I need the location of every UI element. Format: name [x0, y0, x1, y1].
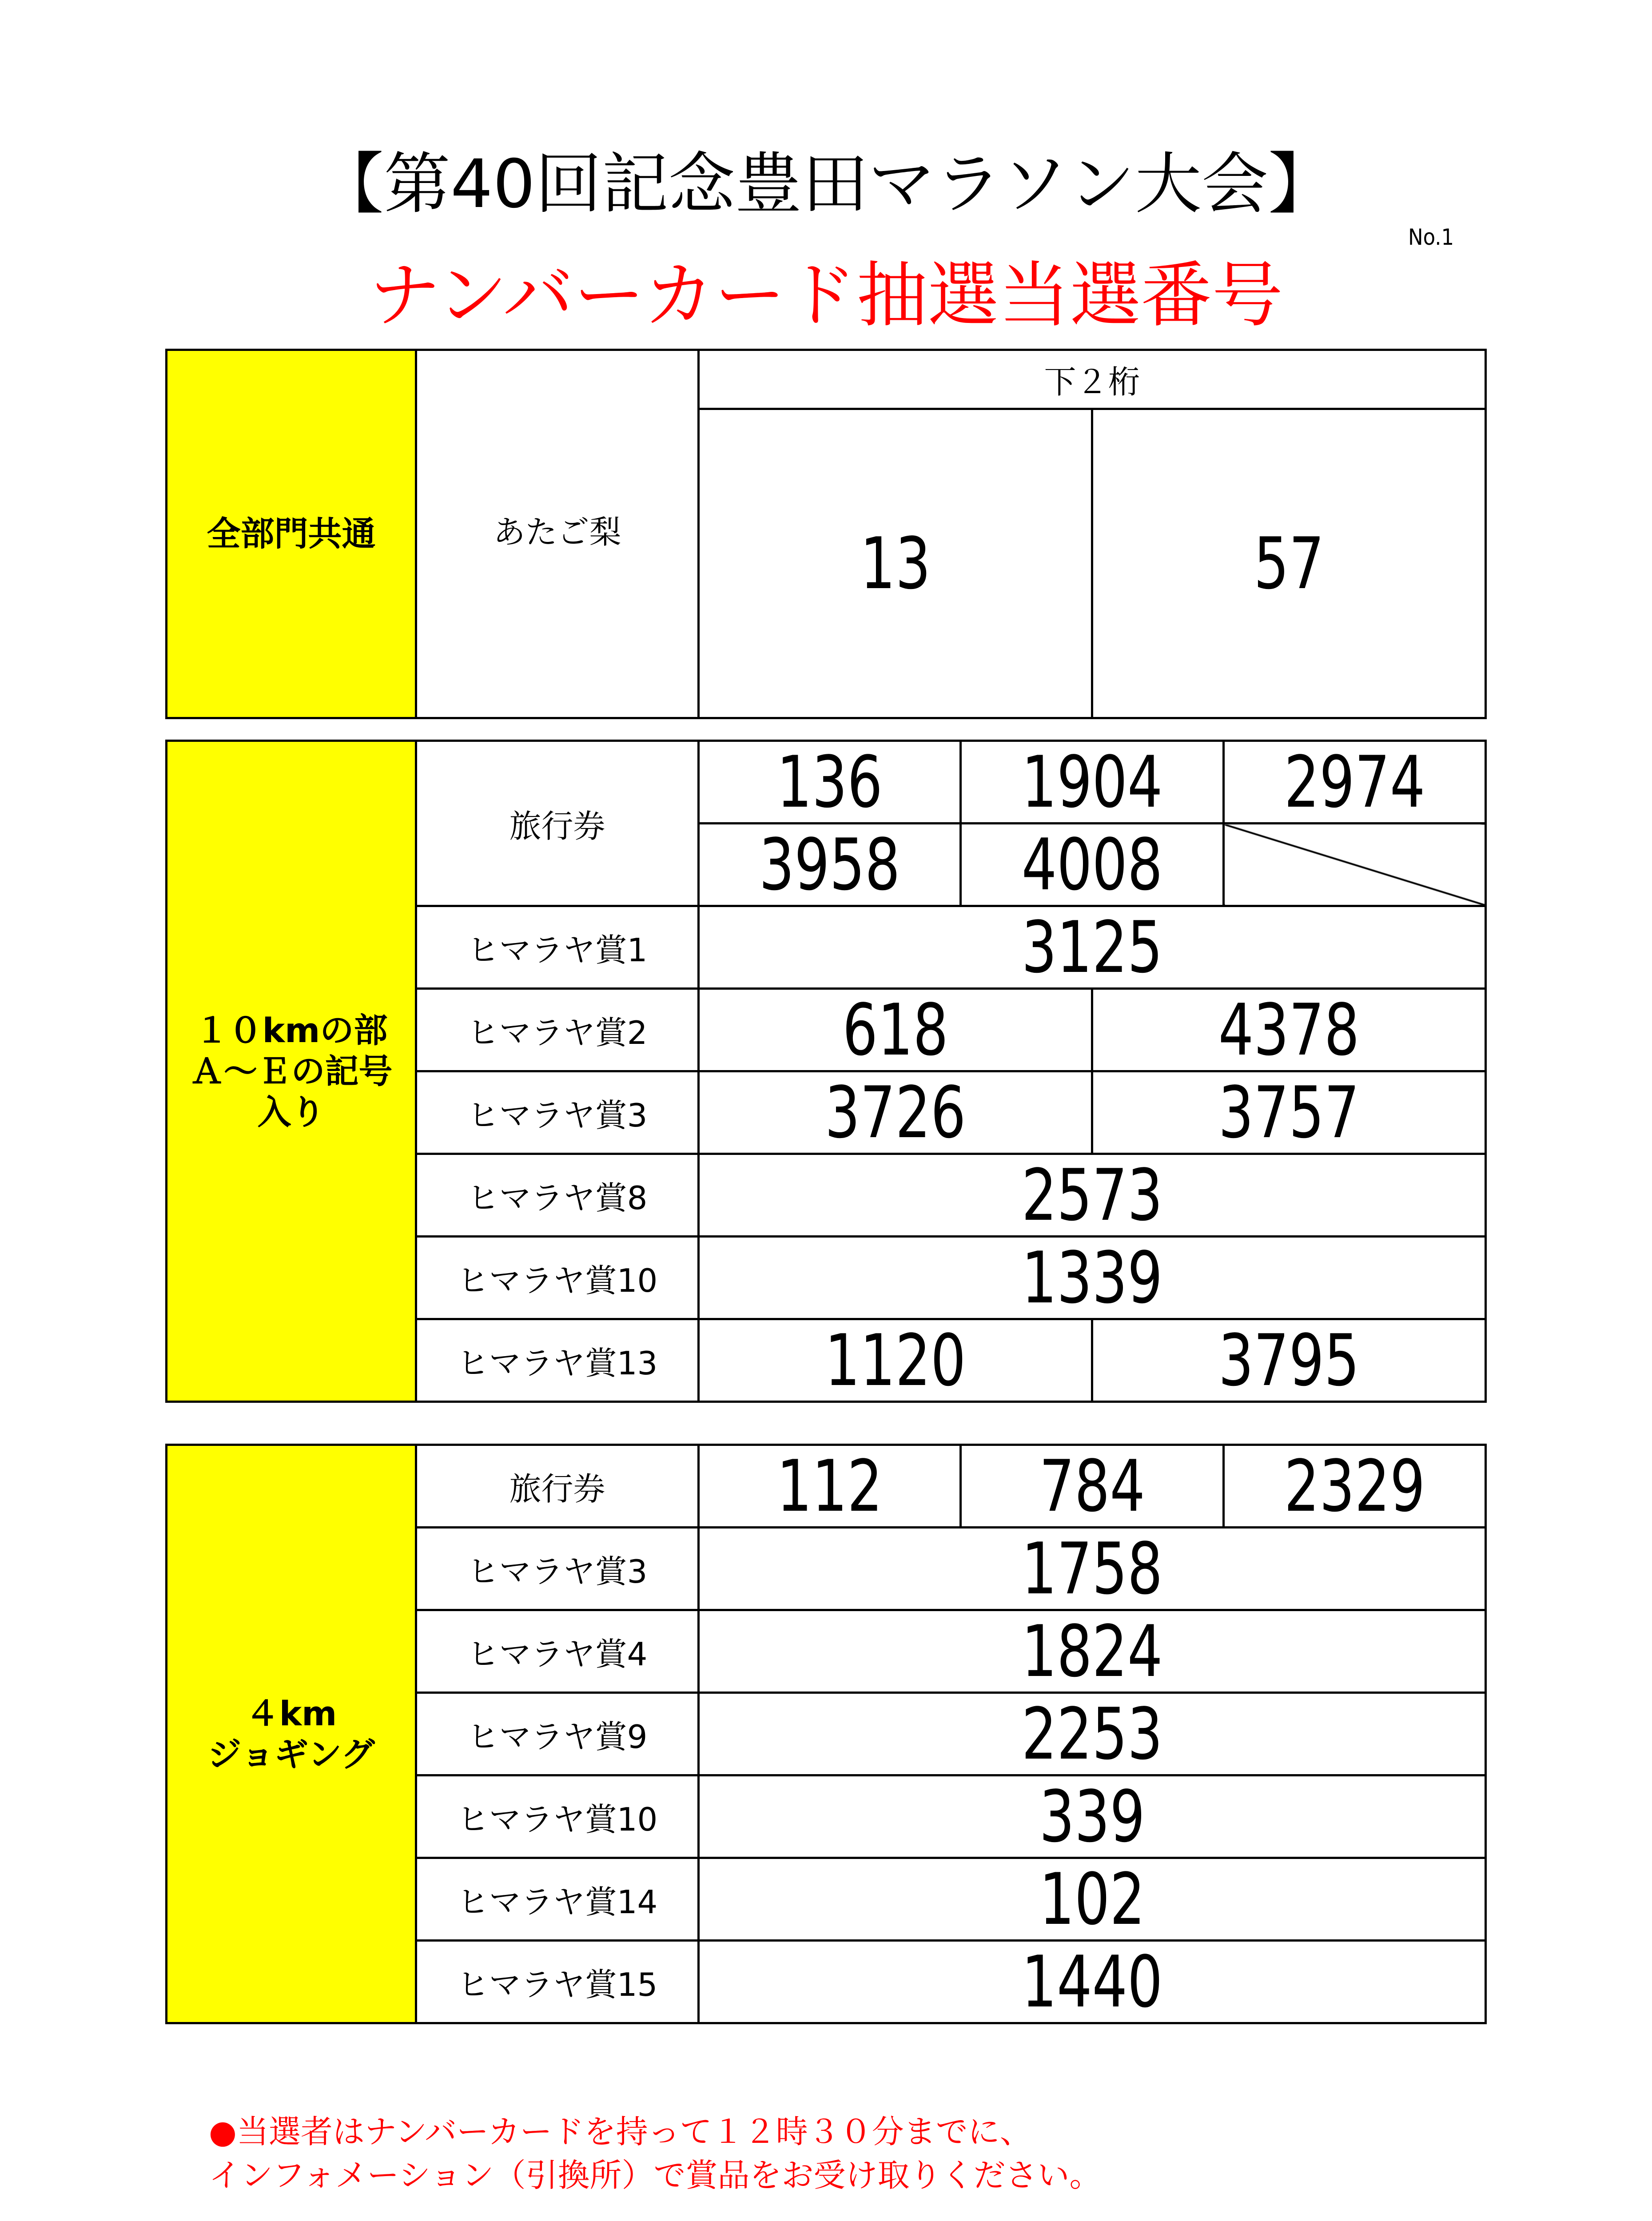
category-cell: [167, 741, 416, 1402]
prize-label: ヒマラヤ賞1: [416, 906, 699, 989]
notice-text: [209, 2110, 1102, 2197]
number-value: 2573: [1021, 1154, 1163, 1237]
page-number: No.1: [1408, 224, 1454, 250]
number-value: 102: [1039, 1858, 1145, 1941]
prize-label: あたご梨: [493, 513, 621, 551]
page-title: 【第40回記念豊田マラソン大会】: [317, 146, 1335, 223]
category-line: Ａ～Ｅの記号: [190, 1051, 393, 1091]
number-value: 3726: [824, 1071, 966, 1154]
notice-line: インフォメーション（引換所）で賞品をお受け取りください。: [209, 2157, 1102, 2194]
number-cell: [699, 1775, 1486, 1858]
number-value: 1120: [824, 1319, 966, 1402]
number-value: 3958: [759, 823, 900, 906]
number-cell: [699, 1941, 1486, 2023]
number-cell: [1092, 1071, 1486, 1154]
prize-label: ヒマラヤ賞10: [416, 1237, 699, 1319]
number-value: 784: [1039, 1445, 1145, 1528]
number-value: 2974: [1284, 740, 1425, 824]
number-cell: [699, 741, 961, 824]
prize-label: 旅行券: [416, 741, 699, 906]
number-value: 1824: [1021, 1610, 1163, 1693]
number-cell: [1224, 741, 1486, 824]
category-line: 入り: [257, 1092, 325, 1132]
notice-line: ●当選者はナンバーカードを持って１２時３０分までに、: [209, 2113, 1032, 2150]
number-value: 339: [1039, 1775, 1145, 1858]
category-cell: [167, 350, 416, 718]
number-cell: [961, 824, 1224, 906]
category-label: 全部門共通: [207, 514, 376, 553]
empty-slashed-cell: [1224, 824, 1486, 906]
number-value: 1904: [1021, 740, 1163, 824]
number-cell: [699, 1610, 1486, 1693]
4km-prize-table: [165, 1444, 1487, 2024]
number-cell: [699, 1154, 1486, 1237]
prize-cell: [416, 350, 699, 718]
category-cell: [167, 1445, 416, 2023]
number-value: 136: [776, 740, 883, 824]
number-value: 112: [776, 1445, 883, 1528]
prize-label: 旅行券: [416, 1445, 699, 1528]
page-subtitle: ナンバーカード抽選当選番号: [369, 254, 1283, 337]
category-line: ４km: [245, 1693, 337, 1733]
number-value: 4008: [1021, 823, 1163, 906]
prize-label: ヒマラヤ賞8: [416, 1154, 699, 1237]
number-value: 3757: [1218, 1071, 1360, 1154]
prize-label: ヒマラヤ賞10: [416, 1775, 699, 1858]
number-cell: [699, 1693, 1486, 1775]
number-value: 618: [842, 988, 948, 1071]
number-value: 57: [1254, 521, 1324, 605]
10km-prize-table: [165, 740, 1487, 1403]
number-cell: [699, 1237, 1486, 1319]
number-value: 4378: [1218, 988, 1360, 1071]
prize-label: ヒマラヤ賞4: [416, 1610, 699, 1693]
category-line: ジョギング: [207, 1734, 375, 1774]
number-cell: [699, 989, 1092, 1071]
prize-label: ヒマラヤ賞15: [416, 1941, 699, 2023]
prize-label: ヒマラヤ賞3: [416, 1528, 699, 1610]
number-value: 3125: [1021, 906, 1163, 989]
prize-label: ヒマラヤ賞3: [416, 1071, 699, 1154]
number-value: 1440: [1021, 1940, 1163, 2023]
prize-label: ヒマラヤ賞14: [416, 1858, 699, 1941]
number-value: 13: [860, 521, 931, 605]
number-cell: [1224, 1445, 1486, 1528]
number-cell: [1092, 409, 1486, 718]
number-cell: [699, 1071, 1092, 1154]
column-header: 下２桁: [699, 350, 1486, 409]
number-cell: [699, 824, 961, 906]
number-cell: [699, 906, 1486, 989]
prize-label: ヒマラヤ賞13: [416, 1319, 699, 1402]
number-cell: [699, 1858, 1486, 1941]
prize-label: ヒマラヤ賞9: [416, 1693, 699, 1775]
number-cell: [961, 741, 1224, 824]
number-value: 1758: [1021, 1527, 1163, 1610]
category-line: １０kmの部: [195, 1010, 388, 1050]
common-prize-table: [165, 349, 1487, 719]
number-value: 2253: [1021, 1692, 1163, 1775]
number-value: 2329: [1284, 1445, 1425, 1528]
prize-label: ヒマラヤ賞2: [416, 989, 699, 1071]
number-cell: [1092, 989, 1486, 1071]
number-cell: [961, 1445, 1224, 1528]
number-cell: [699, 1445, 961, 1528]
number-value: 1339: [1021, 1236, 1163, 1319]
number-value: 3795: [1218, 1319, 1360, 1402]
number-cell: [699, 409, 1092, 718]
number-cell: [699, 1528, 1486, 1610]
number-cell: [699, 1319, 1092, 1402]
number-cell: [1092, 1319, 1486, 1402]
